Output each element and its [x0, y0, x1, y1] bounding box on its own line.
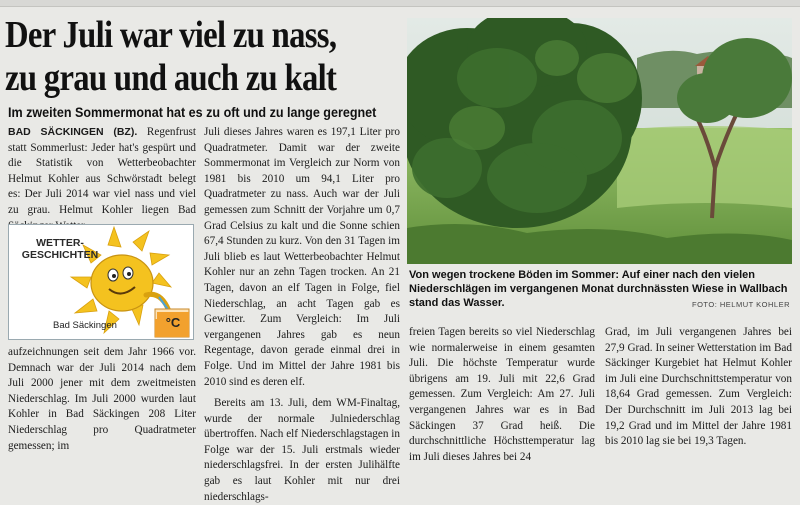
column-2-paragraph-2: Bereits am 13. Juli, dem WM-Finaltag, wurde der normale Julniederschlag übertroffen. Nach elf Niederschlagstagen in Folge war der 15. Juli erstmals wieder niederschlagsfrei. In der ersten Julihälfte gab es laut Kohler mit nur drei niederschlags-	[204, 397, 400, 503]
dateline: BAD SÄCKINGEN (BZ).	[8, 126, 138, 138]
headline	[5, 14, 345, 100]
article-column-2	[204, 125, 400, 505]
weather-box-place: Bad Säckingen	[53, 320, 117, 331]
headline-line-1: Der Juli war viel zu nass,	[5, 14, 337, 56]
weather-title-line-1: WETTER-	[36, 237, 84, 249]
meadow-photo	[407, 18, 792, 264]
weather-box-title	[21, 237, 99, 261]
meadow-photo-image	[407, 18, 792, 264]
headline-line-2: zu grau und auch zu kalt	[5, 57, 337, 99]
celsius-badge: °C	[157, 312, 189, 334]
photo-credit: FOTO: HELMUT KOHLER	[692, 300, 790, 309]
photo-caption: Von wegen trockene Böden im Sommer: Auf einer nach den vielen Niederschlägen im vergangenen Monat durchnässten Wiese in Wallbach stand das Wasser.	[409, 269, 788, 309]
article-column-3: freien Tagen bereits so viel Niederschlag wie normalerweise in einem gesamten Juli. Die höchste Temperatur wurde übrigens am 19. Juli mit 22,6 Grad gemessen. Zum Vergleich: Am 27. Juli vergangenen Jahres war es in Bad Säckingen 37 Grad heiß. Die durchschnittliche Höchsttemperatur lag im Juli dieses Jahres bei 24	[409, 326, 595, 463]
column-1-text: Regenfrust statt Sommerlust: Jeder hat's gespürt und die Statistik von Wetterbeobachter Helmut Kohler aus Schwörstadt belegt es: Der Juli 2014 war viel nass und viel zu grau. Helmut Kohler liegen Bad	[8, 126, 197, 216]
page-top-rule	[0, 0, 800, 7]
weather-title-line-2: GESCHICHTEN	[21, 249, 99, 261]
weather-stories-logo	[8, 224, 194, 340]
article-column-4: Grad, im Juli vergangenen Jahres bei 27,9 Grad. In seiner Wetterstation im Bad Säckinger Kurgebiet hat Helmut Kohler im Juli eine Durchschnittstemperatur von 18,64 Grad gemessen. Zum Vergleich: Der Durchschnitt im Juli 2013 lag bei 19,2 Grad und im Mittel der Jahre 1981 bis 2010 lag sie bei 19,3 Tagen.	[605, 326, 792, 448]
article-column-1	[8, 125, 196, 234]
column-2-paragraph-1: Juli dieses Jahres waren es 197,1 Liter pro Quadratmeter. Damit war der zweite Sommermonat im Vergleich zur Norm von 1981 bis 2010 um 94,1 Liter pro Quadratmeter zu nass. Auch war der Juli gemessen zum Schnitt der Vorjahre um 0,7 Grad Celsius zu kalt und die Sonne schien 67,4 Stunden zu kurz. Von den 31 Tagen im Juli blieb es laut Wetterbeobachter Helmut Kohler nur an zehn Tagen trocken. An 21 Tagen, davon an elf Tagen in Folge, fiel Niederschlag, an acht Tagen gab es Gewitter. Zum Vergleich: Im Juli vergangenen Jahres gab es neun Regentage, davon gerade einmal drei in Folge. Und im Mittel der Jahre 1981 bis 2010 sind es deren elf.	[204, 126, 400, 388]
article-column-1-continued: aufzeichnungen seit dem Jahr 1966 vor. Demnach war der Juli 2014 nach dem Juli 2000 jener mit dem zweitmeisten Niederschlag. Im Juli 2000 wurden laut Kohler in Bad Säckingen 208 Liter Niederschlag pro Quadratmeter gemessen; im	[8, 346, 196, 452]
subheadline: Im zweiten Sommermonat hat es zu oft und zu lange geregnet	[8, 105, 377, 120]
